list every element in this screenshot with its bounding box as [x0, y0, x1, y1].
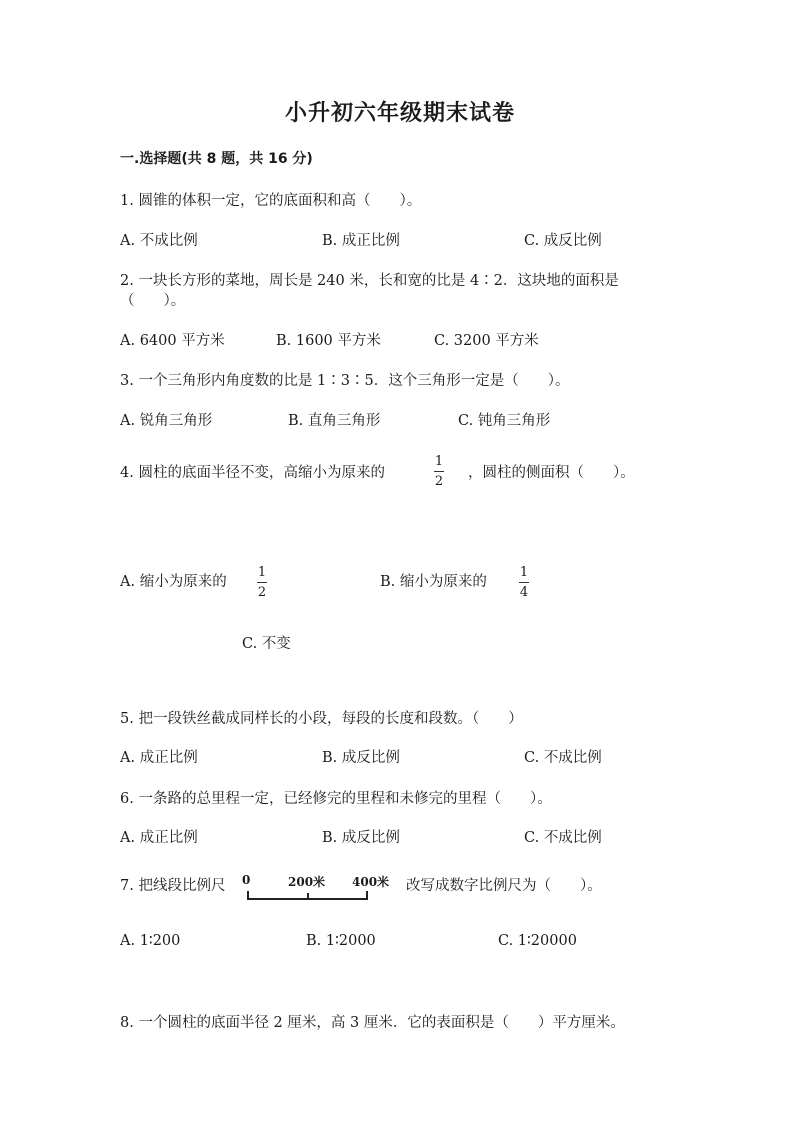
- q4-option-a-fraction: [257, 565, 267, 600]
- fraction-bar: [519, 582, 529, 583]
- scale-tick-200: [307, 893, 309, 900]
- section-heading: 一.选择题(共 8 题，共 16 分): [120, 151, 313, 167]
- q6-option-c: C. 不成比例: [524, 830, 602, 846]
- q1-option-c: C. 成反比例: [524, 233, 602, 249]
- question-3: 3. 一个三角形内角度数的比是 1∶3∶5．这个三角形一定是（ ）。: [120, 373, 570, 389]
- question-4-fraction: [434, 454, 444, 489]
- fraction-bar: [434, 471, 444, 472]
- scale-label-400: 400米: [352, 875, 390, 889]
- fraction-numerator: 1: [434, 454, 444, 469]
- q2-option-b: B. 1600 平方米: [276, 333, 381, 349]
- q4-option-c: C. 不变: [242, 636, 291, 652]
- fraction-numerator: 1: [519, 565, 529, 580]
- question-8: 8. 一个圆柱的底面半径 2 厘米，高 3 厘米．它的表面积是（ ）平方厘米。: [120, 1015, 625, 1031]
- fraction-bar: [257, 582, 267, 583]
- q5-option-a: A. 成正比例: [120, 750, 198, 766]
- question-5: 5. 把一段铁丝截成同样长的小段，每段的长度和段数。（ ）: [120, 711, 523, 727]
- q5-option-b: B. 成反比例: [322, 750, 400, 766]
- q4-option-b-fraction: [519, 565, 529, 600]
- scale-tick-0: [247, 891, 249, 900]
- fraction-denominator: 2: [434, 474, 444, 489]
- fraction-numerator: 1: [257, 565, 267, 580]
- q3-option-a: A. 锐角三角形: [120, 413, 213, 429]
- question-7-text-after: 改写成数字比例尺为（ ）。: [406, 878, 602, 894]
- scale-label-0: 0: [242, 873, 251, 887]
- q7-option-a: A. 1∶200: [120, 933, 181, 949]
- scale-label-200: 200米: [288, 875, 326, 889]
- scale-tick-400: [366, 891, 368, 900]
- q6-option-b: B. 成反比例: [322, 830, 400, 846]
- question-4-text-after: ，圆柱的侧面积（ ）。: [468, 465, 635, 481]
- q2-option-a: A. 6400 平方米: [120, 333, 225, 349]
- q7-option-b: B. 1∶2000: [306, 933, 376, 949]
- q1-option-b: B. 成正比例: [322, 233, 400, 249]
- question-4-text: 4. 圆柱的底面半径不变，高缩小为原来的: [120, 465, 385, 481]
- q6-option-a: A. 成正比例: [120, 830, 198, 846]
- q7-option-c: C. 1∶20000: [498, 933, 577, 949]
- question-2-line1: 2. 一块长方形的菜地，周长是 240 米，长和宽的比是 4∶2．这块地的面积是: [120, 273, 619, 289]
- q3-option-b: B. 直角三角形: [288, 413, 381, 429]
- question-6: 6. 一条路的总里程一定，已经修完的里程和未修完的里程（ ）。: [120, 791, 552, 807]
- q5-option-c: C. 不成比例: [524, 750, 602, 766]
- q3-option-c: C. 钝角三角形: [458, 413, 551, 429]
- q4-option-a: A. 缩小为原来的: [120, 574, 227, 590]
- fraction-denominator: 4: [519, 585, 529, 600]
- page-title: 小升初六年级期末试卷: [284, 101, 515, 126]
- question-1: 1. 圆锥的体积一定，它的底面积和高（ ）。: [120, 193, 422, 209]
- q1-option-a: A. 不成比例: [120, 233, 198, 249]
- fraction-denominator: 2: [257, 585, 267, 600]
- q2-option-c: C. 3200 平方米: [434, 333, 539, 349]
- q4-option-b: B. 缩小为原来的: [380, 574, 487, 590]
- question-7-text: 7. 把线段比例尺: [120, 878, 226, 894]
- question-2-line2: （ ）。: [120, 293, 186, 309]
